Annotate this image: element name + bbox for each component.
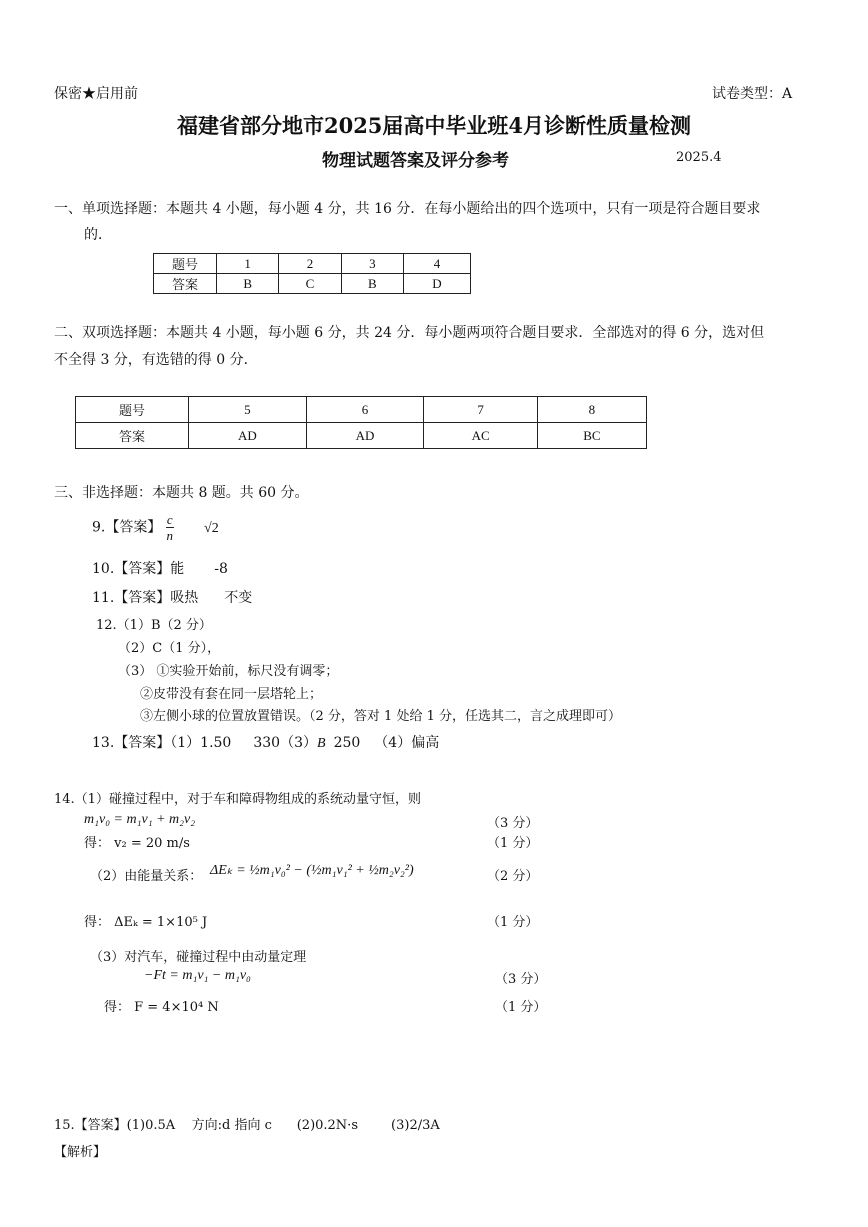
q14-score: （3 分）: [487, 816, 539, 831]
table-cell: 4: [403, 254, 470, 274]
exam-date: 2025.4: [676, 150, 722, 165]
q10-answer: [92, 558, 228, 578]
q13-variable: B: [317, 736, 326, 751]
row-label-question: 题号: [76, 397, 189, 423]
row-label-question: 题号: [154, 254, 217, 274]
q13-part4: 250: [333, 735, 361, 751]
q12-line4: ②皮带没有套在同一层塔轮上；: [140, 687, 323, 702]
q14-score: （1 分）: [487, 836, 539, 851]
q11-first: 吸热: [170, 590, 199, 606]
section3-heading: 三、非选择题：本题共 8 题。共 60 分。: [54, 485, 309, 501]
q12-line3: （3） ①实验开始前，标尺没有调零；: [118, 664, 339, 679]
row-label-answer: 答案: [76, 423, 189, 449]
table-cell: 3: [341, 254, 403, 274]
q9-fraction: [166, 512, 174, 543]
section2-heading-cont: 不全得 3 分，有选错的得 0 分．: [54, 352, 258, 368]
q10-label: 10.【答案】: [92, 561, 171, 577]
q12-line5: ③左侧小球的位置放置错误。（2 分，答对 1 处给 1 分，任选其二，言之成理即可）: [140, 709, 621, 724]
section1-answer-table: [153, 253, 471, 294]
table-cell: AD: [189, 423, 307, 449]
q10-first: 能: [170, 561, 185, 577]
q14-impulse-equation: −Ft = m₁v₁ − m₁v₀: [144, 968, 251, 983]
table-cell: 6: [306, 397, 424, 423]
q10-second: -8: [214, 561, 228, 577]
q14-energy-equation: ΔEₖ = ½m₁v₀² − (½m₁v₁² + ½m₂v₂²): [210, 863, 414, 878]
q14-score: （2 分）: [487, 869, 539, 884]
table-cell: AD: [306, 423, 424, 449]
q13-part5: （4）偏高: [374, 735, 440, 751]
table-cell: D: [403, 274, 470, 294]
q15-answer: 15.【答案】(1)0.5A 方向:d 指向 c (2)0.2N·s (3)2/3A: [54, 1118, 440, 1133]
q14-part2-label: （2）由能量关系：: [90, 869, 203, 884]
table-row: [154, 274, 471, 294]
q11-label: 11.【答案】: [92, 590, 171, 606]
q14-score: （3 分）: [495, 972, 547, 987]
table-cell: 1: [217, 254, 279, 274]
q14-intro: 14.（1）碰撞过程中，对于车和障碍物组成的系统动量守恒，则: [54, 792, 421, 807]
page-subtitle: 物理试题答案及评分参考: [322, 151, 509, 171]
fraction-denominator: n: [166, 528, 173, 543]
table-row: [76, 423, 647, 449]
table-cell: 5: [189, 397, 307, 423]
q9-second-answer: √2: [204, 520, 219, 536]
q14-result2: 得： ΔEₖ = 1×10⁵ J: [84, 915, 208, 930]
section2-heading: 二、双项选择题：本题共 4 小题，每小题 6 分，共 24 分．每小题两项符合题目要求．全部选对的得 6 分，选对但: [54, 325, 765, 341]
q13-part1: （1）1.50: [170, 735, 232, 751]
q9-answer: [92, 512, 219, 543]
q13-part2: 330（3）: [253, 735, 317, 751]
table-cell: 8: [537, 397, 646, 423]
q14-part3-label: （3）对汽车，碰撞过程中由动量定理: [90, 950, 307, 965]
paper-type-label: 试卷类型：A: [712, 86, 793, 102]
q11-second: 不变: [224, 590, 253, 606]
table-cell: 7: [424, 397, 537, 423]
section1-heading-cont: 的．: [84, 227, 112, 243]
table-cell: 2: [279, 254, 341, 274]
q13-answer: [92, 732, 439, 752]
table-cell: C: [279, 274, 341, 294]
q14-momentum-equation: m₁v₀ = m₁v₁ + m₂v₂: [84, 812, 196, 827]
table-cell: AC: [424, 423, 537, 449]
confidential-label: 保密★启用前: [54, 86, 138, 102]
q14-result1: 得： v₂ = 20 m/s: [84, 836, 190, 851]
table-cell: BC: [537, 423, 646, 449]
q15-analysis-label: 【解析】: [54, 1145, 107, 1160]
q11-answer: [92, 587, 252, 607]
section1-heading: 一、单项选择题：本题共 4 小题，每小题 4 分，共 16 分．在每小题给出的四个选项中，只有一项是符合题目要求: [54, 201, 761, 217]
q14-score: （1 分）: [495, 1000, 547, 1015]
page-title: 福建省部分地市2025届高中毕业班4月诊断性质量检测: [176, 113, 692, 138]
table-cell: B: [217, 274, 279, 294]
section2-answer-table: [75, 396, 647, 449]
fraction-numerator: c: [166, 512, 173, 527]
row-label-answer: 答案: [154, 274, 217, 294]
q9-label: 9.【答案】: [92, 519, 162, 536]
q14-score: （1 分）: [487, 915, 539, 930]
table-row: [154, 254, 471, 274]
q12-line1: 12.（1）B（2 分）: [96, 618, 212, 633]
q12-line2: （2）C（1 分），: [118, 641, 221, 656]
table-cell: B: [341, 274, 403, 294]
table-row: [76, 397, 647, 423]
q14-result3: 得： F = 4×10⁴ N: [104, 1000, 219, 1015]
q13-label: 13.【答案】: [92, 735, 171, 751]
